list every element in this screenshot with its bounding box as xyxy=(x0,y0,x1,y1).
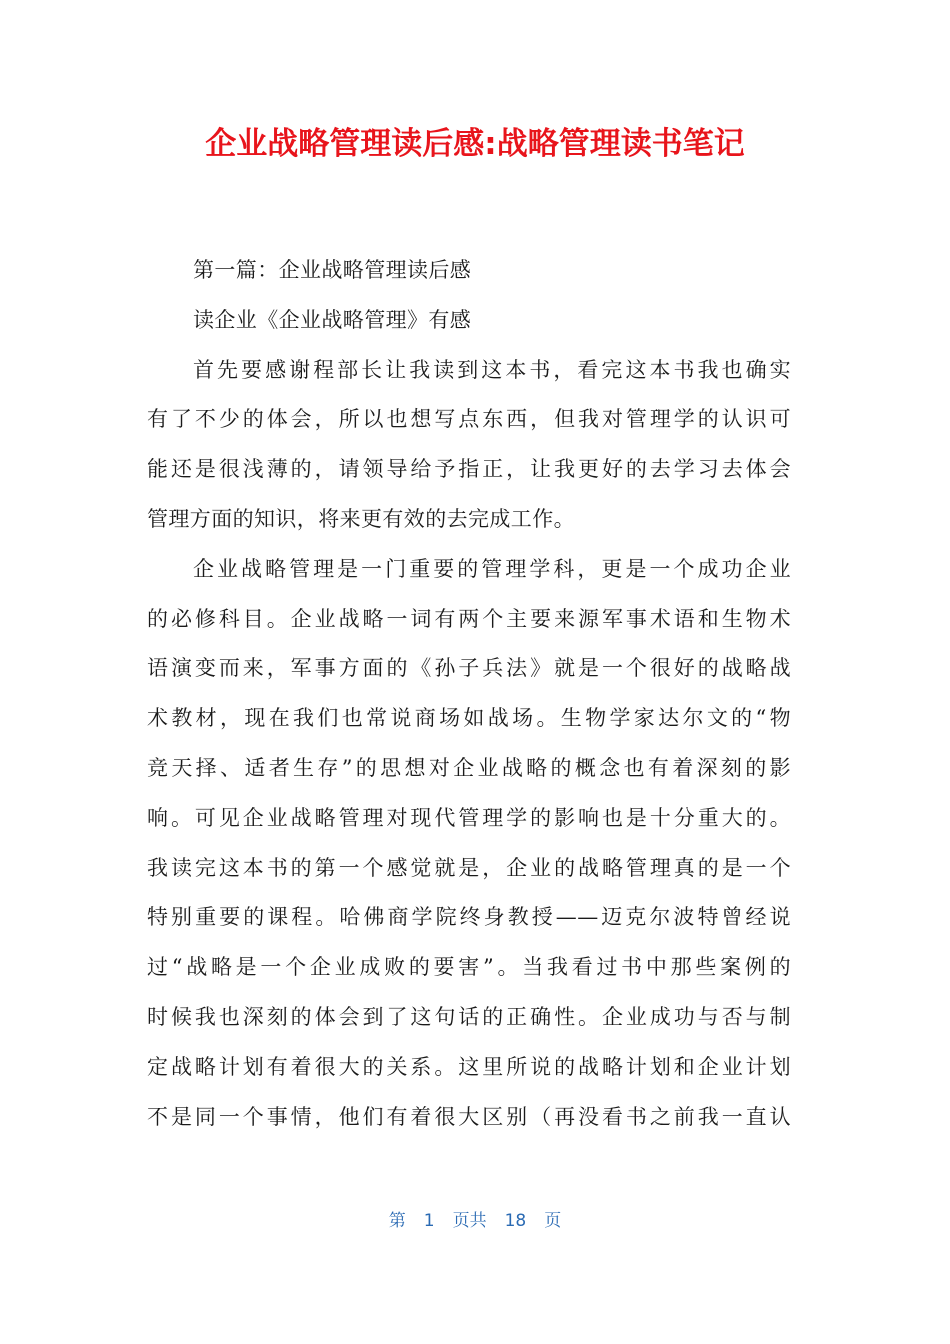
paragraph-line: 术教材，现在我们也常说商场如战场。生物学家达尔文的“物 xyxy=(147,706,791,731)
paragraph-line: 过“战略是一个企业成败的要害”。当我看过书中那些案例的 xyxy=(147,955,791,980)
paragraph-line: 响。可见企业战略管理对现代管理学的影响也是十分重大的。 xyxy=(147,805,791,830)
paragraph-line: 首先要感谢程部长让我读到这本书，看完这本书我也确实 xyxy=(193,357,791,382)
paragraph-line: 不是同一个事情，他们有着很大区别（再没看书之前我一直认 xyxy=(147,1104,791,1129)
paragraph-line: 定战略计划有着很大的关系。这里所说的战略计划和企业计划 xyxy=(147,1054,791,1079)
document-body xyxy=(147,246,791,1142)
document-title: 企业战略管理读后感:战略管理读书笔记 xyxy=(205,126,745,162)
paragraph-line: 语演变而来，军事方面的《孙子兵法》就是一个很好的战略战 xyxy=(147,656,791,681)
paragraph-line: 竞天择、适者生存”的思想对企业战略的概念也有着深刻的影 xyxy=(147,755,791,780)
paragraph-line: 我读完这本书的第一个感觉就是，企业的战略管理真的是一个 xyxy=(147,855,791,880)
paragraph-line: 的必修科目。企业战略一词有两个主要来源军事术语和生物术 xyxy=(147,606,791,631)
page-label-mid: 页共 xyxy=(452,1211,487,1231)
paragraph-line: 有了不少的体会，所以也想写点东西，但我对管理学的认识可 xyxy=(147,407,791,432)
paragraph-line: 特别重要的课程。哈佛商学院终身教授——迈克尔波特曾经说 xyxy=(147,905,791,930)
section-heading: 第一篇：企业战略管理读后感 xyxy=(193,258,472,282)
page-total: 18 xyxy=(504,1211,527,1231)
subsection-heading: 读企业《企业战略管理》有感 xyxy=(193,307,472,332)
page-label-prefix: 第 xyxy=(388,1211,406,1231)
paragraph-line: 企业战略管理是一门重要的管理学科，更是一个成功企业 xyxy=(193,556,791,581)
paragraph-line: 管理方面的知识，将来更有效的去完成工作。 xyxy=(147,506,575,531)
paragraph-line: 时候我也深刻的体会到了这句话的正确性。企业成功与否与制 xyxy=(147,1004,791,1029)
page-label-suffix: 页 xyxy=(544,1211,562,1231)
paragraph-line: 能还是很浅薄的，请领导给予指正，让我更好的去学习去体会 xyxy=(147,457,791,482)
page-number: 1 xyxy=(423,1211,435,1231)
page-footer xyxy=(0,1206,950,1231)
